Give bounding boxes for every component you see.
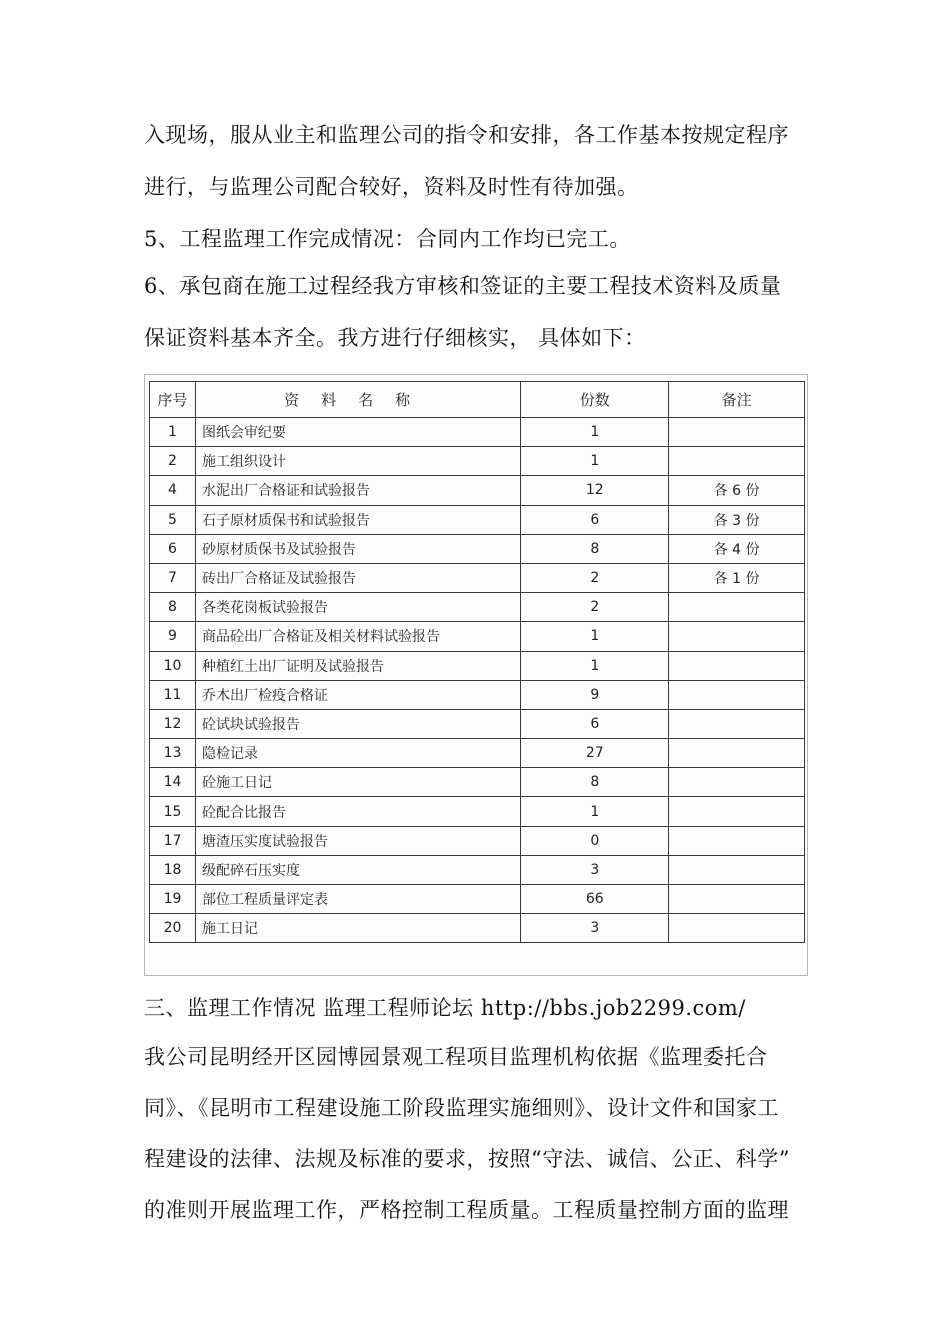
table-row bbox=[150, 680, 805, 709]
cell-no: 2 bbox=[150, 447, 196, 476]
table-row bbox=[150, 826, 805, 855]
cell-no: 13 bbox=[150, 739, 196, 768]
table-row bbox=[150, 855, 805, 884]
document-table-image bbox=[144, 374, 808, 976]
cell-note bbox=[669, 680, 805, 709]
cell-note bbox=[669, 914, 805, 943]
cell-count: 1 bbox=[521, 622, 669, 651]
cell-note bbox=[669, 418, 805, 447]
cell-count: 0 bbox=[521, 826, 669, 855]
cell-count: 9 bbox=[521, 680, 669, 709]
table-row bbox=[150, 709, 805, 738]
cell-name: 隐检记录 bbox=[195, 739, 520, 768]
cell-note bbox=[669, 709, 805, 738]
table-row bbox=[150, 534, 805, 563]
cell-no: 19 bbox=[150, 885, 196, 914]
cell-count: 1 bbox=[521, 418, 669, 447]
table-row bbox=[150, 768, 805, 797]
table-row bbox=[150, 739, 805, 768]
cell-name: 砂原材质保书及试验报告 bbox=[195, 534, 520, 563]
table-row bbox=[150, 505, 805, 534]
paragraph-line: 同》、《昆明市工程建设施工阶段监理实施细则》、设计文件和国家工 bbox=[144, 1096, 779, 1120]
header-name: 资料名称 bbox=[195, 382, 520, 418]
cell-no: 9 bbox=[150, 622, 196, 651]
cell-no: 7 bbox=[150, 563, 196, 592]
cell-count: 6 bbox=[521, 505, 669, 534]
table-row bbox=[150, 914, 805, 943]
cell-name: 级配碎石压实度 bbox=[195, 855, 520, 884]
cell-name: 商品砼出厂合格证及相关材料试验报告 bbox=[195, 622, 520, 651]
cell-count: 1 bbox=[521, 447, 669, 476]
header-count: 份数 bbox=[521, 382, 669, 418]
table-row bbox=[150, 593, 805, 622]
table-row bbox=[150, 447, 805, 476]
cell-count: 6 bbox=[521, 709, 669, 738]
cell-name: 施工日记 bbox=[195, 914, 520, 943]
paragraph-line: 6、承包商在施工过程经我方审核和签证的主要工程技术资料及质量 bbox=[144, 274, 782, 298]
cell-count: 8 bbox=[521, 534, 669, 563]
cell-count: 2 bbox=[521, 593, 669, 622]
cell-no: 11 bbox=[150, 680, 196, 709]
paragraph-line: 程建设的法律、法规及标准的要求，按照“守法、诚信、公正、科学” bbox=[144, 1147, 790, 1171]
paragraph-line: 的准则开展监理工作，严格控制工程质量。工程质量控制方面的监理 bbox=[144, 1198, 789, 1222]
cell-note: 各 1 份 bbox=[669, 563, 805, 592]
cell-name: 部位工程质量评定表 bbox=[195, 885, 520, 914]
table-row bbox=[150, 885, 805, 914]
cell-count: 1 bbox=[521, 797, 669, 826]
cell-note bbox=[669, 855, 805, 884]
cell-name: 各类花岗板试验报告 bbox=[195, 593, 520, 622]
header-note: 备注 bbox=[669, 382, 805, 418]
cell-note bbox=[669, 622, 805, 651]
paragraph-line: 保证资料基本齐全。我方进行仔细核实， 具体如下： bbox=[144, 326, 646, 350]
cell-name: 砖出厂合格证及试验报告 bbox=[195, 563, 520, 592]
cell-no: 5 bbox=[150, 505, 196, 534]
cell-name: 砼试块试验报告 bbox=[195, 709, 520, 738]
cell-note bbox=[669, 593, 805, 622]
cell-count: 12 bbox=[521, 476, 669, 505]
table-row bbox=[150, 476, 805, 505]
cell-count: 8 bbox=[521, 768, 669, 797]
cell-no: 18 bbox=[150, 855, 196, 884]
cell-no: 12 bbox=[150, 709, 196, 738]
cell-name: 砼配合比报告 bbox=[195, 797, 520, 826]
cell-name: 塘渣压实度试验报告 bbox=[195, 826, 520, 855]
table-row bbox=[150, 651, 805, 680]
cell-no: 14 bbox=[150, 768, 196, 797]
cell-count: 3 bbox=[521, 914, 669, 943]
cell-name: 种植红土出厂证明及试验报告 bbox=[195, 651, 520, 680]
section-heading: 三、监理工作情况 监理工程师论坛 http://bbs.job2299.com/ bbox=[144, 996, 746, 1020]
cell-no: 20 bbox=[150, 914, 196, 943]
table-header-row bbox=[150, 382, 805, 418]
cell-name: 乔木出厂检疫合格证 bbox=[195, 680, 520, 709]
cell-name: 石子原材质保书和试验报告 bbox=[195, 505, 520, 534]
paragraph-line: 5、工程监理工作完成情况：合同内工作均已完工。 bbox=[144, 227, 631, 251]
cell-note: 各 4 份 bbox=[669, 534, 805, 563]
cell-note bbox=[669, 651, 805, 680]
cell-note bbox=[669, 826, 805, 855]
cell-name: 施工组织设计 bbox=[195, 447, 520, 476]
paragraph-line: 入现场，服从业主和监理公司的指令和安排，各工作基本按规定程序 bbox=[144, 123, 789, 147]
cell-note bbox=[669, 797, 805, 826]
cell-count: 27 bbox=[521, 739, 669, 768]
cell-note bbox=[669, 768, 805, 797]
cell-note bbox=[669, 739, 805, 768]
cell-no: 15 bbox=[150, 797, 196, 826]
cell-no: 17 bbox=[150, 826, 196, 855]
cell-count: 3 bbox=[521, 855, 669, 884]
cell-no: 10 bbox=[150, 651, 196, 680]
cell-no: 6 bbox=[150, 534, 196, 563]
cell-no: 1 bbox=[150, 418, 196, 447]
cell-no: 8 bbox=[150, 593, 196, 622]
cell-count: 2 bbox=[521, 563, 669, 592]
cell-name: 水泥出厂合格证和试验报告 bbox=[195, 476, 520, 505]
table-row bbox=[150, 418, 805, 447]
paragraph-line: 我公司昆明经开区园博园景观工程项目监理机构依据《监理委托合 bbox=[144, 1045, 768, 1069]
cell-name: 图纸会审纪要 bbox=[195, 418, 520, 447]
cell-name: 砼施工日记 bbox=[195, 768, 520, 797]
cell-note bbox=[669, 447, 805, 476]
cell-count: 1 bbox=[521, 651, 669, 680]
table-row bbox=[150, 622, 805, 651]
cell-note: 各 3 份 bbox=[669, 505, 805, 534]
document-table bbox=[149, 381, 805, 943]
cell-no: 4 bbox=[150, 476, 196, 505]
cell-count: 66 bbox=[521, 885, 669, 914]
cell-note bbox=[669, 885, 805, 914]
table-row bbox=[150, 563, 805, 592]
cell-note: 各 6 份 bbox=[669, 476, 805, 505]
header-no: 序号 bbox=[150, 382, 196, 418]
paragraph-line: 进行，与监理公司配合较好，资料及时性有待加强。 bbox=[144, 175, 639, 199]
table-row bbox=[150, 797, 805, 826]
